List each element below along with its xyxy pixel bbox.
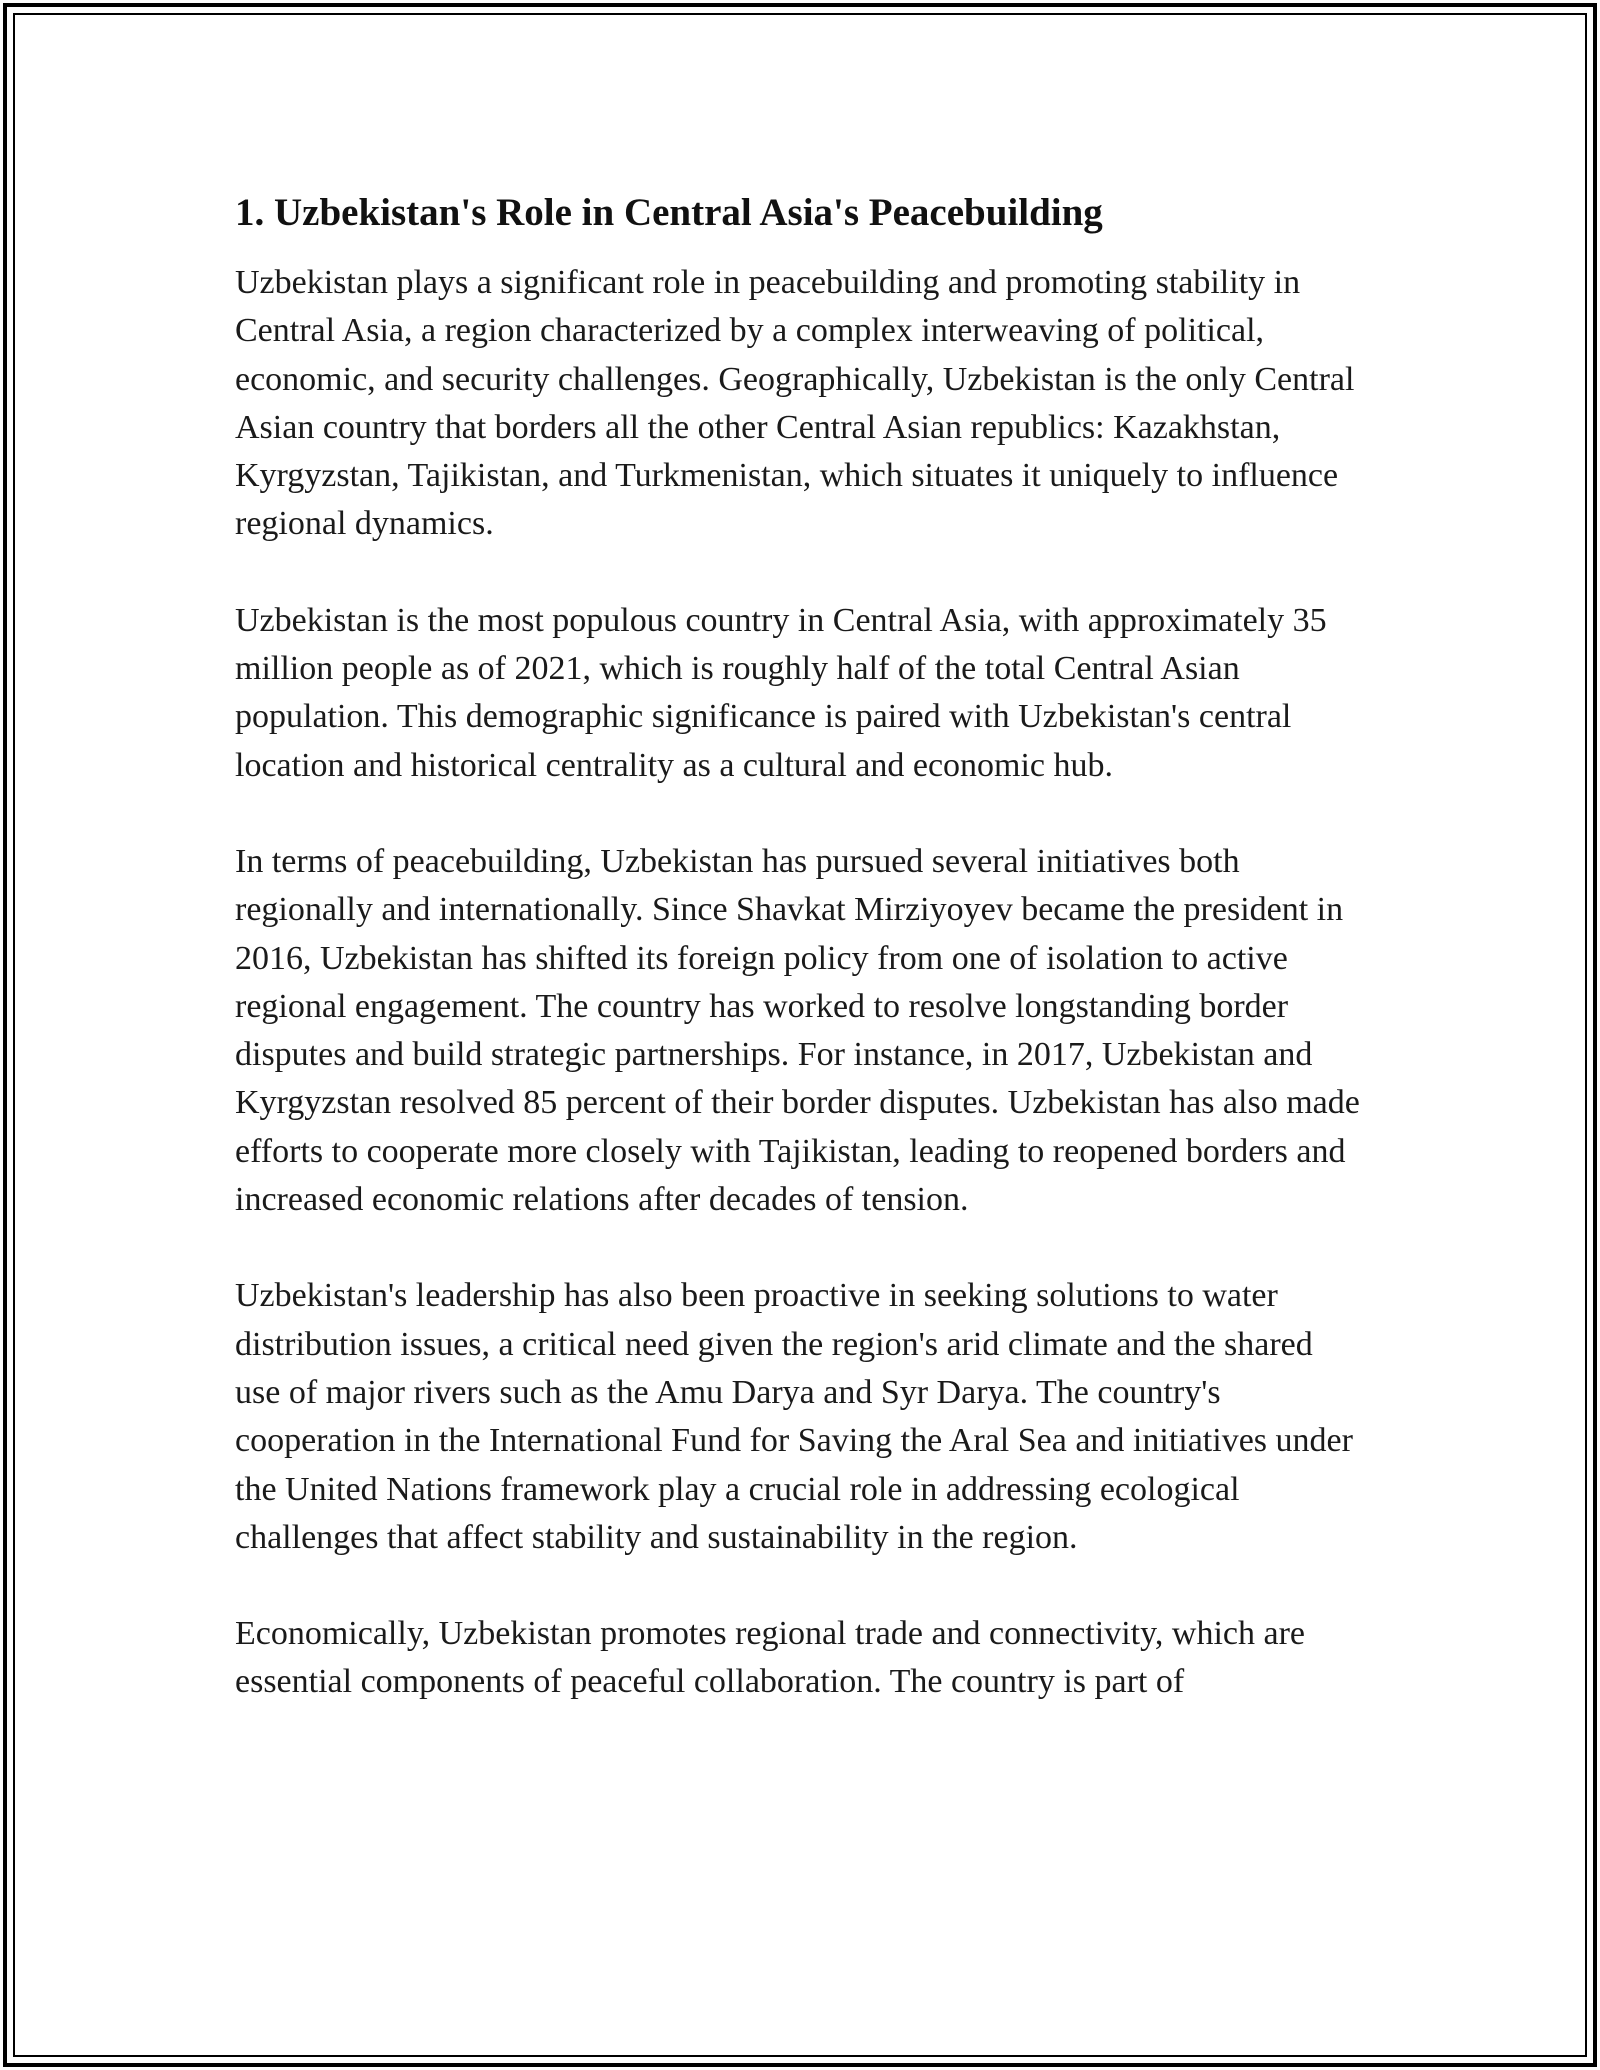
paragraph-peacebuilding-initiatives: In terms of peacebuilding, Uzbekistan has pursued several initiatives both regionally and internationally. Since Shavkat Mirziyoyev became the president in 2016, Uzbekistan has shifted its foreign policy from one of isolation to active regional engagement. The country has worked to resolve longstanding border disputes and build strategic partnerships. For instance, in 2017, Uzbekistan and Kyrgyzstan resolved 85 percent of their border disputes. Uzbekistan has also made efforts to cooperate more closely with Tajikistan, leading to reopened borders and increased economic relations after decades of tension. [235, 842, 1360, 1219]
paragraph-economic-trade: Economically, Uzbekistan promotes regional trade and connectivity, which are essential components of peaceful collaboration. The country is part of [235, 1615, 1305, 1701]
paragraph-geography: Uzbekistan plays a significant role in peacebuilding and promoting stability in Central Asia, a region characterized by a complex interweaving of political, economic, and security challenges. Geographically, Uzbekistan is the only Central Asian country that borders all the other Central Asian republics: Kazakhstan, Kyrgyzstan, Tajikistan, and Turkmenistan, which situates it uniquely to influence regional dynamics. [235, 264, 1355, 543]
document-body [235, 185, 1365, 1755]
page-title: 1. Uzbekistan's Role in Central Asia's Peacebuilding [235, 191, 1103, 234]
paragraph-population: Uzbekistan is the most populous country in Central Asia, with approximately 35 million people as of 2021, which is roughly half of the total Central Asian population. This demographic significance is paired with Uzbekistan's central location and historical centrality as a cultural and economic hub. [235, 601, 1327, 784]
paragraph-water-distribution: Uzbekistan's leadership has also been proactive in seeking solutions to water distribution issues, a critical need given the region's arid climate and the shared use of major rivers such as the Amu Darya and Syr Darya. The country's cooperation in the International Fund for Saving the Aral Sea and initiatives under the United Nations framework play a crucial role in addressing ecological challenges that affect stability and sustainability in the region. [235, 1277, 1353, 1556]
